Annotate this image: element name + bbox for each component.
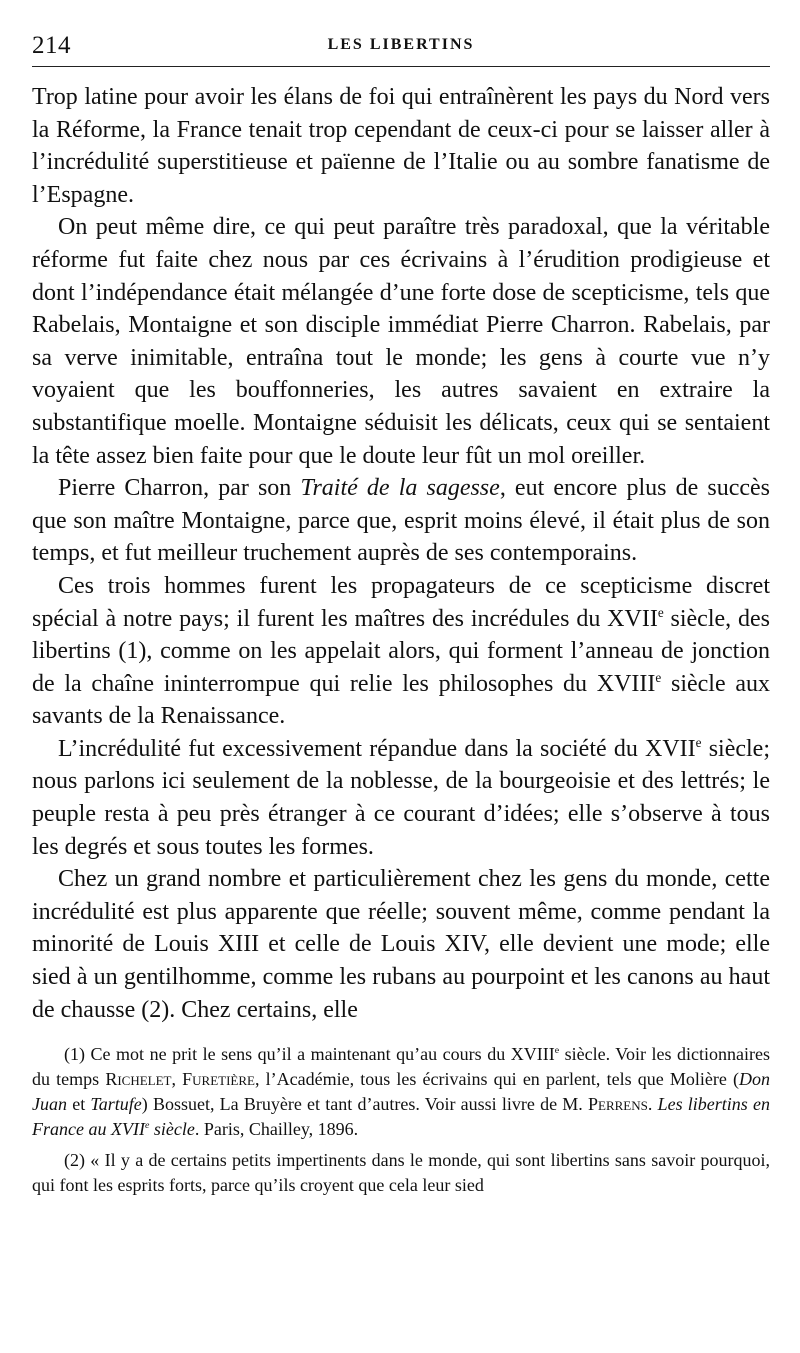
superscript: e xyxy=(655,669,662,685)
author-name: Perrens xyxy=(588,1094,648,1115)
paragraph-4-text-end: siècle aux savants de la Renaissance. xyxy=(32,670,770,730)
book-title-part: Les libertins en France au XVII xyxy=(32,1094,770,1140)
footnote-1 xyxy=(32,1042,770,1142)
footnote-1-text: siècle. Voir les dictionnaires du temps xyxy=(32,1044,771,1090)
superscript: e xyxy=(657,604,664,620)
paragraph-3 xyxy=(32,472,770,570)
paragraph-5-text: L’incrédulité fut excessivement répandue dans la société du XVII xyxy=(58,735,696,762)
footnote-2: (2) « Il y a de certains petits impertinents dans le monde, qui sont libertins sans savoir pourquoi, qui font les esprits forts, parce qu’ils croyent que cela leur sied xyxy=(32,1150,770,1196)
superscript: e xyxy=(695,734,702,750)
paragraph-4-text: Ces trois hommes furent les propagateurs de ce scepticisme discret spécial à notre pays; il furent les maîtres des incrédules du XVII xyxy=(32,572,770,632)
page-number: 214 xyxy=(32,32,71,59)
superscript: e xyxy=(554,1045,560,1057)
footnote-1-text: et xyxy=(67,1094,91,1115)
footnote-1-text: . xyxy=(647,1094,658,1115)
paragraph-4 xyxy=(32,570,770,733)
footnote-1-text: , l’Académie, tous les écrivains qui en parlent, tels que Molière ( xyxy=(254,1069,740,1090)
running-title: LES LIBERTINS xyxy=(327,36,475,53)
book-title-italic: Traité de la sagesse xyxy=(300,475,500,502)
paragraph-5-text-cont: siècle; nous parlons ici seulement de la noblesse, de la bourgeoisie et des lettrés; le peuple resta à peu près étranger à ce courant d’idées; elle s’observe à tous les degrés et sous toutes les formes. xyxy=(32,735,770,860)
paragraph-1: Trop latine pour avoir les élans de foi qui entraînèrent les pays du Nord vers la Réforme, la France tenait trop cependant de ceux-ci pour se laisser aller à l’incrédulité superstitieuse et païenne de l’Italie ou au sombre fanatisme de l’Espagne. xyxy=(32,84,770,208)
paragraph-3-text-cont: , eut encore plus de succès que son maître Montaigne, parce que, esprit moins élevé, il était plus de son temps, et fut meilleur truchement auprès de ses contemporains. xyxy=(32,475,770,567)
paragraph-2: On peut même dire, ce qui peut paraître très paradoxal, que la véritable réforme fut faite chez nous par ces écrivains à l’érudition prodigieuse et dont l’indépendance était mélangée d’une forte dose de scepticisme, tels que Rabelais, Montaigne et son disciple immédiat Pierre Charron. Rabelais, par sa verve inimitable, entraîna tout le monde; les gens à courte vue n’y voyaient que les bouffonneries, les autres savaient en extraire la substantifique moelle. Montaigne séduisit les délicats, ceux qui se sentaient la tête assez bien faite pour que le doute leur fût un mol oreiller. xyxy=(32,214,770,469)
footnote-1-text: , xyxy=(171,1069,183,1090)
author-name: Richelet xyxy=(105,1069,172,1090)
body-text xyxy=(32,81,770,1026)
work-title-italic: Don Juan xyxy=(32,1069,771,1115)
author-name: Furetière xyxy=(182,1069,255,1090)
footnote-1-text: . Paris, Chailley, 1896. xyxy=(194,1119,359,1140)
work-title-italic: Tartufe xyxy=(90,1094,142,1115)
book-title-part: siècle xyxy=(149,1119,195,1140)
paragraph-3-text: Pierre Charron, par son xyxy=(58,475,301,502)
page-header xyxy=(32,28,770,67)
paragraph-5 xyxy=(32,733,770,863)
footnote-1-text: ) Bossuet, La Bruyère et tant d’autres. Voir aussi livre de M. xyxy=(141,1094,588,1115)
superscript: e xyxy=(144,1120,150,1132)
paragraph-4-text-cont: siècle, des libertins (1), comme on les appelait alors, qui forment l’anneau de jonction de la chaîne ininterrompue qui relie les philosophes du XVIII xyxy=(32,605,770,697)
footnote-1-text: (1) Ce mot ne prit le sens qu’il a maintenant qu’au cours du XVIII xyxy=(64,1044,555,1065)
paragraph-6: Chez un grand nombre et particulièrement chez les gens du monde, cette incrédulité est plus apparente que réelle; souvent même, comme pendant la minorité de Louis XIII et celle de Louis XIV, elle devient une mode; elle sied à un gentilhomme, comme les rubans au pourpoint et les canons au haut de chausse (2). Chez certains, elle xyxy=(32,866,770,1023)
footnotes xyxy=(32,1042,770,1198)
